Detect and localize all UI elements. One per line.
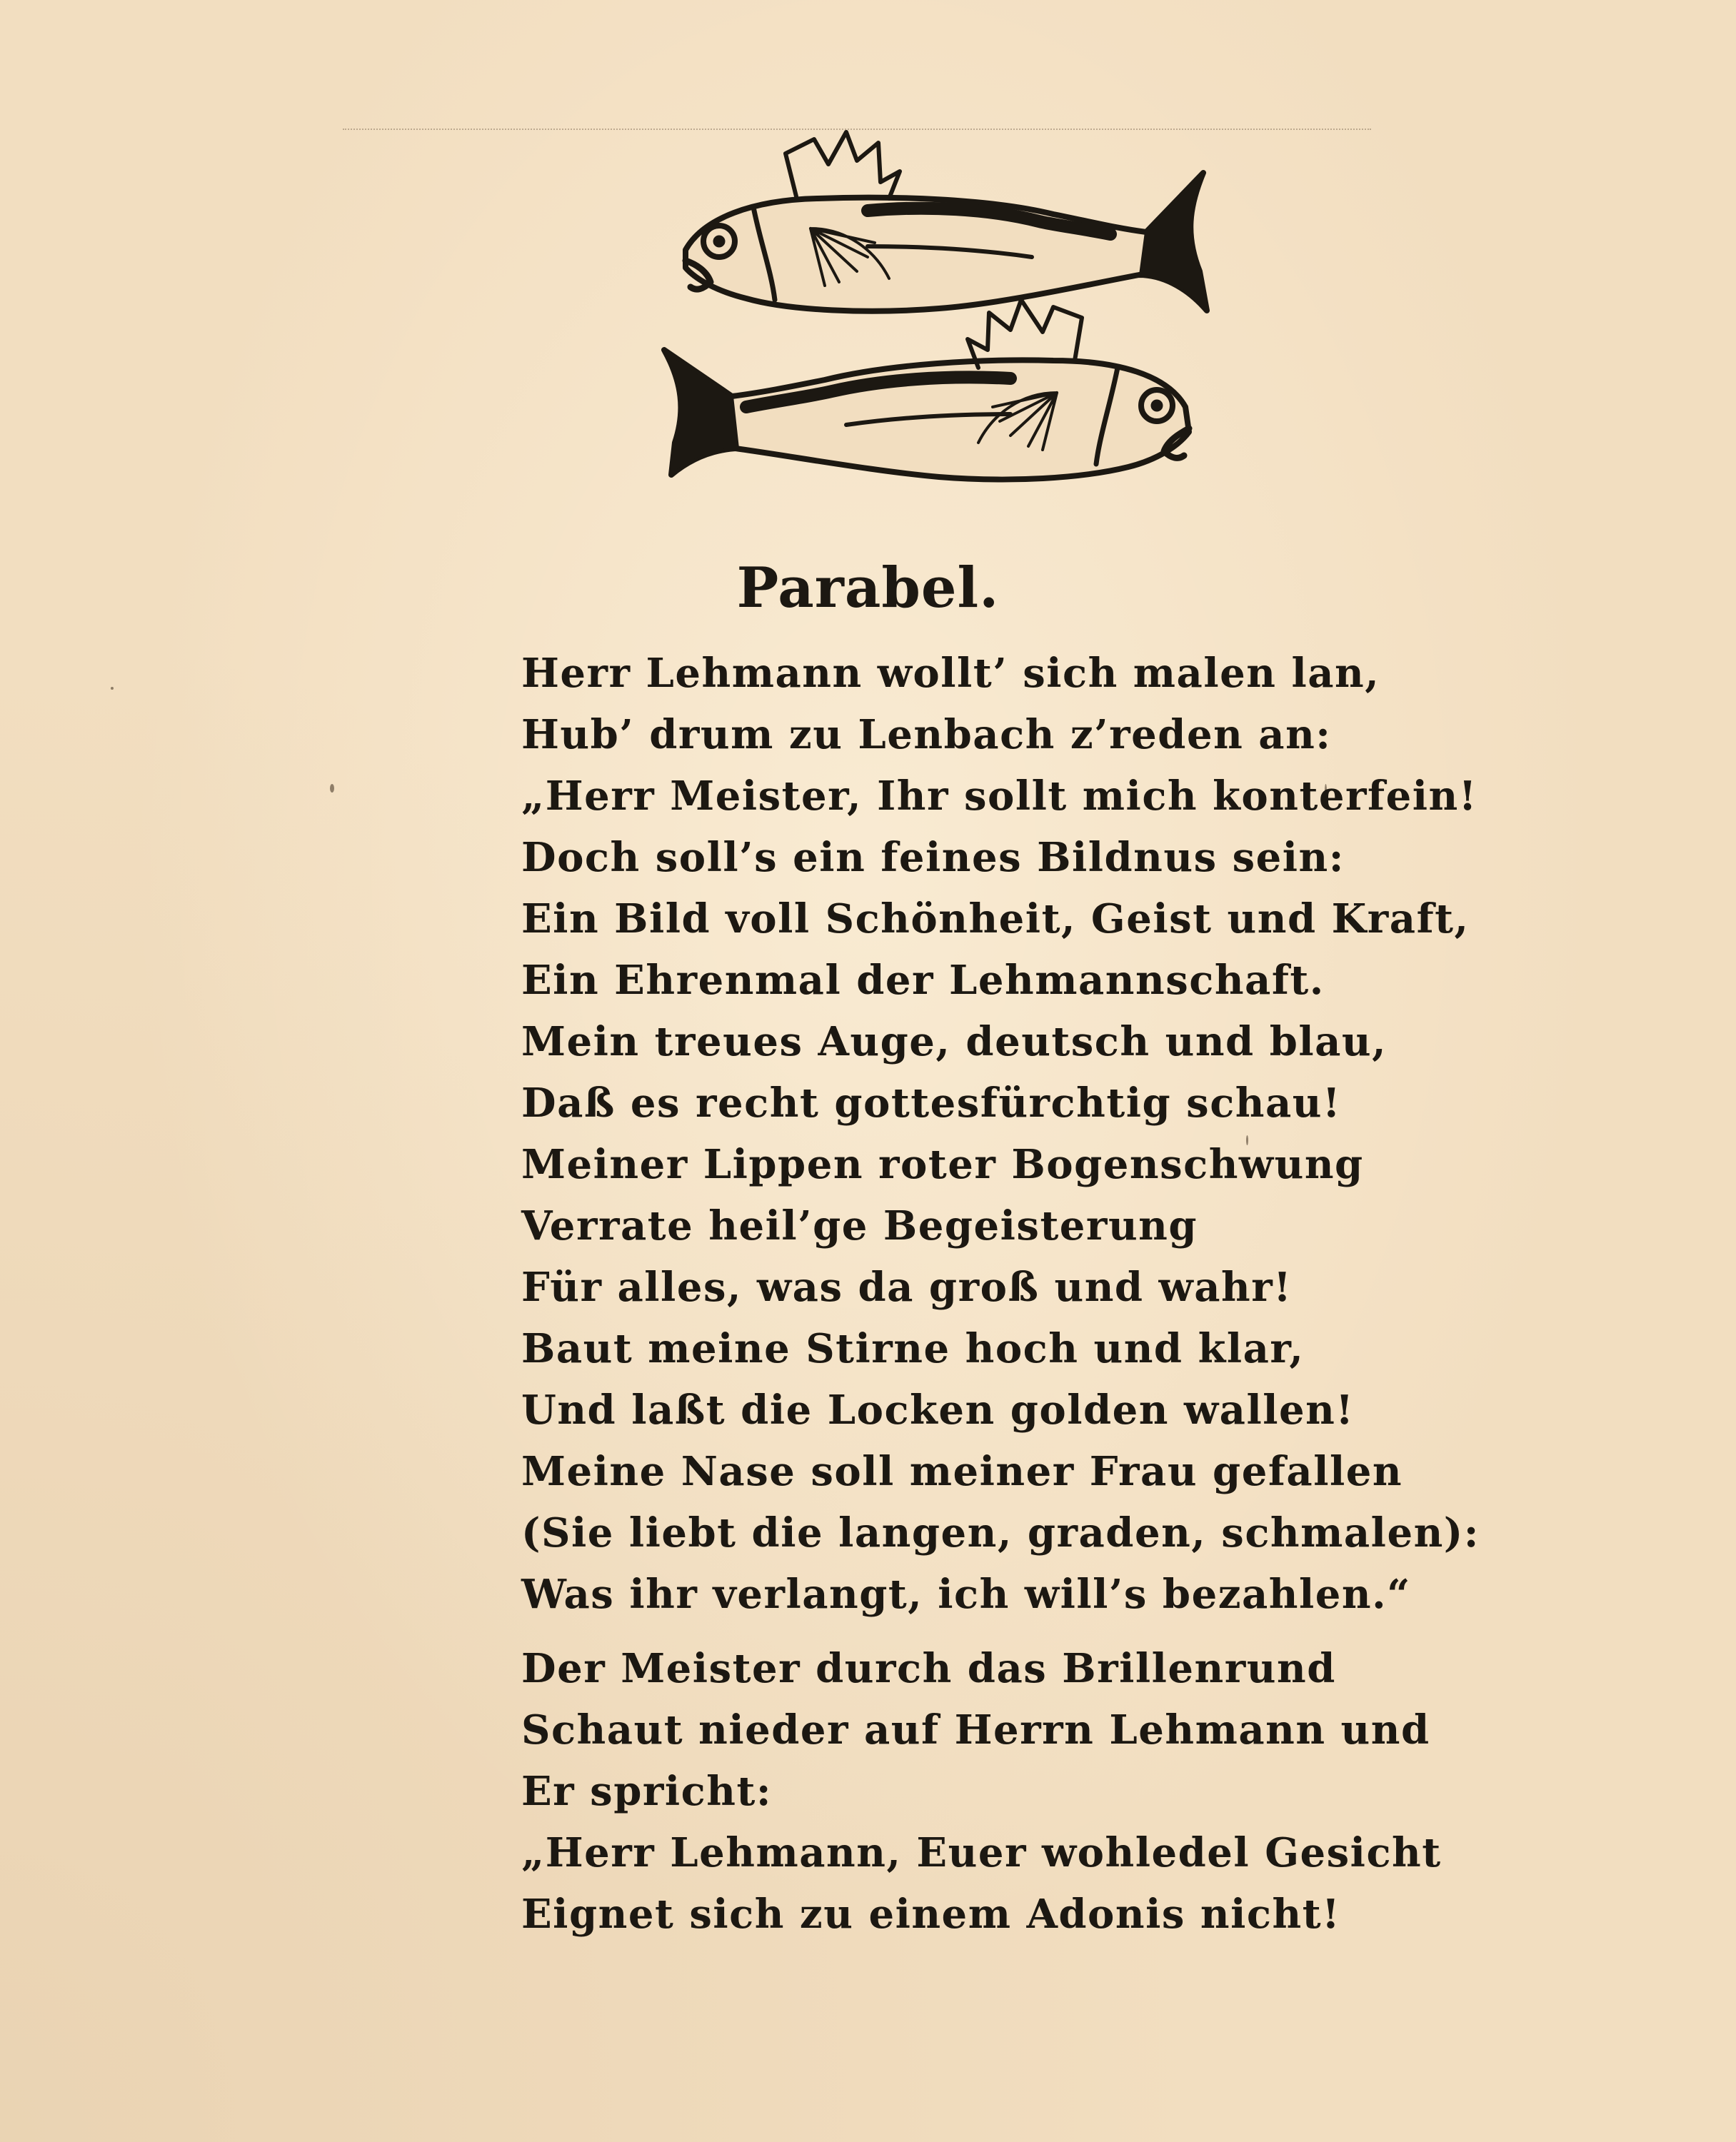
poem-line: Meiner Lippen roter Bogenschwung <box>521 1141 1364 1188</box>
poem-line: Herr Lehmann wollt’ sich malen lan, <box>521 650 1380 697</box>
poem-line: Ein Ehrenmal der Lehmannschaft. <box>521 957 1325 1004</box>
poem-line: Eignet sich zu einem Adonis nicht! <box>521 1891 1341 1938</box>
poem-line: Und laßt die Locken golden wallen! <box>521 1387 1355 1434</box>
poem-line: Schaut nieder auf Herrn Lehmann und <box>521 1706 1430 1754</box>
lower-fish-icon <box>664 300 1189 480</box>
poem-line: Er spricht: <box>521 1768 772 1815</box>
poem-line: Hub’ drum zu Lenbach z’reden an: <box>521 711 1332 758</box>
poem-line: Mein treues Auge, deutsch und blau, <box>521 1018 1388 1065</box>
paper-speck <box>330 784 334 793</box>
poem-line: (Sie liebt die langen, graden, schmalen): <box>521 1509 1480 1557</box>
poem-line: Daß es recht gottesfürchtig schau! <box>521 1080 1342 1127</box>
poem-line: Was ihr verlangt, ich will’s bezahlen.“ <box>521 1571 1411 1618</box>
poem-line: Verrate heil’ge Begeisterung <box>521 1202 1198 1250</box>
poem-line: Baut meine Stirne hoch und klar, <box>521 1325 1305 1372</box>
poem-body <box>521 643 1480 1945</box>
poem-title: Parabel. <box>736 555 1000 620</box>
poem-line: „Herr Meister, Ihr sollt mich konterfein! <box>521 773 1477 820</box>
poem-line: Doch soll’s ein feines Bildnus sein: <box>521 834 1345 881</box>
poem-line: Ein Bild voll Schönheit, Geist und Kraft, <box>521 895 1470 942</box>
poem-line: „Herr Lehmann, Euer wohledel Gesicht <box>521 1829 1442 1876</box>
poem-line: Meine Nase soll meiner Frau gefallen <box>521 1448 1403 1495</box>
poem-line: Der Meister durch das Brillenrund <box>521 1645 1336 1692</box>
two-fish-woodcut-icon <box>653 121 1218 528</box>
paper-speck <box>111 687 114 690</box>
poem-line: Für alles, was da groß und wahr! <box>521 1264 1293 1311</box>
upper-fish-icon <box>686 132 1207 311</box>
